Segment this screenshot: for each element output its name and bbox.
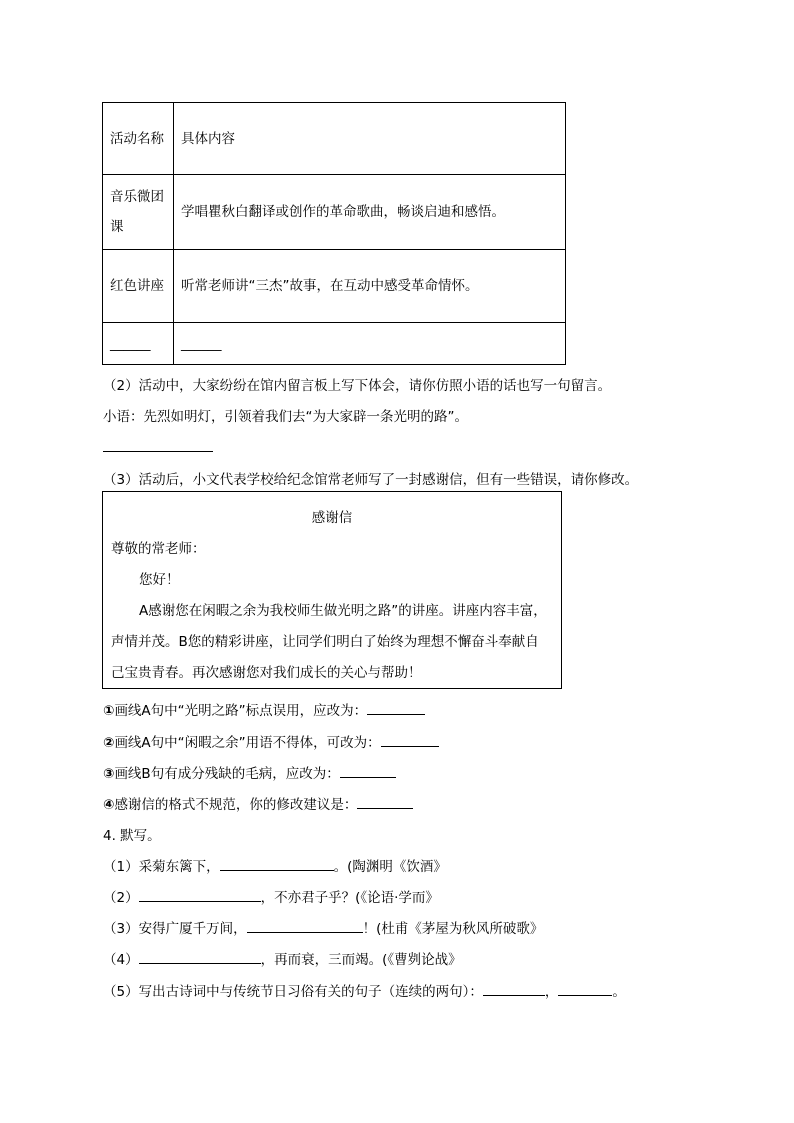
answer-blank[interactable] — [247, 918, 363, 933]
answer-blank[interactable] — [483, 981, 545, 996]
line-source: ！(杜甫《茅屋为秋风所破歌》 — [362, 921, 544, 937]
table-row — [103, 323, 566, 365]
answer-blank[interactable] — [367, 700, 425, 715]
letter-salutation: 尊敬的常老师： — [111, 541, 206, 557]
blank-content-cell: ______ — [174, 323, 566, 365]
answer-blank[interactable] — [139, 949, 261, 964]
answer-blank[interactable] — [220, 856, 334, 871]
answer-blank[interactable] — [558, 981, 612, 996]
letter-line-2: 声情并茂。B您的精彩讲座，让同学们明白了始终为理想不懈奋斗奉献自 — [111, 634, 539, 650]
line-end: 。 — [612, 984, 626, 1000]
thank-you-letter — [102, 491, 562, 689]
header-name-cell: 活动名称 — [103, 103, 174, 175]
letter-greeting: 您好！ — [139, 572, 180, 588]
activity-name-cell: 红色讲座 — [103, 250, 174, 323]
activity-name-cell: 音乐微团课 — [103, 175, 174, 250]
letter-title: 感谢信 — [311, 510, 353, 526]
item-mark: ③ — [103, 766, 115, 782]
q4-line-3 — [103, 917, 543, 937]
header-content-cell: 具体内容 — [174, 103, 566, 175]
line-text: （1）采菊东篱下， — [103, 859, 220, 875]
line-source: ，不亦君子乎？(《论语·学而》 — [260, 890, 439, 906]
q3-item-4 — [103, 793, 413, 813]
activity-content-cell: 学唱瞿秋白翻译或创作的革命歌曲，畅谈启迪和感悟。 — [174, 175, 566, 250]
activity-content-cell: 听常老师讲“三杰”故事，在互动中感受革命情怀。 — [174, 250, 566, 323]
table-row — [103, 175, 566, 250]
line-separator: ， — [544, 984, 559, 1000]
activity-table — [102, 102, 566, 365]
q3-item-2 — [103, 731, 439, 751]
line-source: ，再而衰，三而竭。(《曹刿论战》 — [260, 952, 462, 968]
item-text: 画线A句中“光明之路”标点误用，应改为： — [114, 703, 368, 719]
item-text: 感谢信的格式不规范，你的修改建议是： — [114, 797, 358, 813]
line-text: （4） — [103, 952, 139, 968]
answer-blank[interactable] — [381, 732, 439, 747]
line-text: （5）写出古诗词中与传统节日习俗有关的句子（连续的两句）： — [103, 984, 483, 1000]
q2-prompt: （2）活动中，大家纷纷在馆内留言板上写下体会，请你仿照小语的话也写一句留言。 — [103, 378, 612, 394]
q2-example: 小语：先烈如明灯，引领着我们去“为大家辟一条光明的路”。 — [103, 409, 468, 425]
item-mark: ② — [103, 735, 115, 751]
item-text: 画线B句有成分残缺的毛病，应改为： — [114, 766, 340, 782]
q3-prompt: （3）活动后，小文代表学校给纪念馆常老师写了一封感谢信，但有一些错误，请你修改。 — [103, 472, 639, 488]
answer-blank[interactable] — [340, 763, 396, 778]
table-header-row — [103, 103, 566, 175]
q4-line-5 — [103, 980, 626, 1000]
q4-title: 4. 默写。 — [103, 828, 161, 844]
q3-item-3 — [103, 762, 396, 782]
answer-blank[interactable] — [139, 887, 261, 902]
item-text: 画线A句中“闲暇之余”用语不得体，可改为： — [114, 735, 381, 751]
letter-line-1: A感谢您在闲暇之余为我校师生做光明之路”的讲座。讲座内容丰富， — [139, 603, 547, 619]
letter-line-3: 己宝贵青春。再次感谢您对我们成长的关心与帮助！ — [111, 665, 422, 681]
q2-answer-field[interactable] — [103, 437, 213, 456]
table-row — [103, 250, 566, 323]
item-mark: ④ — [103, 797, 115, 813]
q4-line-2 — [103, 886, 439, 906]
q4-line-4 — [103, 948, 462, 968]
q3-item-1 — [103, 699, 425, 719]
answer-blank[interactable] — [357, 794, 413, 809]
line-text: （3）安得广厦千万间， — [103, 921, 247, 937]
q4-line-1 — [103, 855, 447, 875]
item-mark: ① — [103, 703, 115, 719]
blank-name-cell: ______ — [103, 323, 174, 365]
line-text: （2） — [103, 890, 139, 906]
line-source: 。(陶渊明《饮酒》 — [333, 859, 447, 875]
